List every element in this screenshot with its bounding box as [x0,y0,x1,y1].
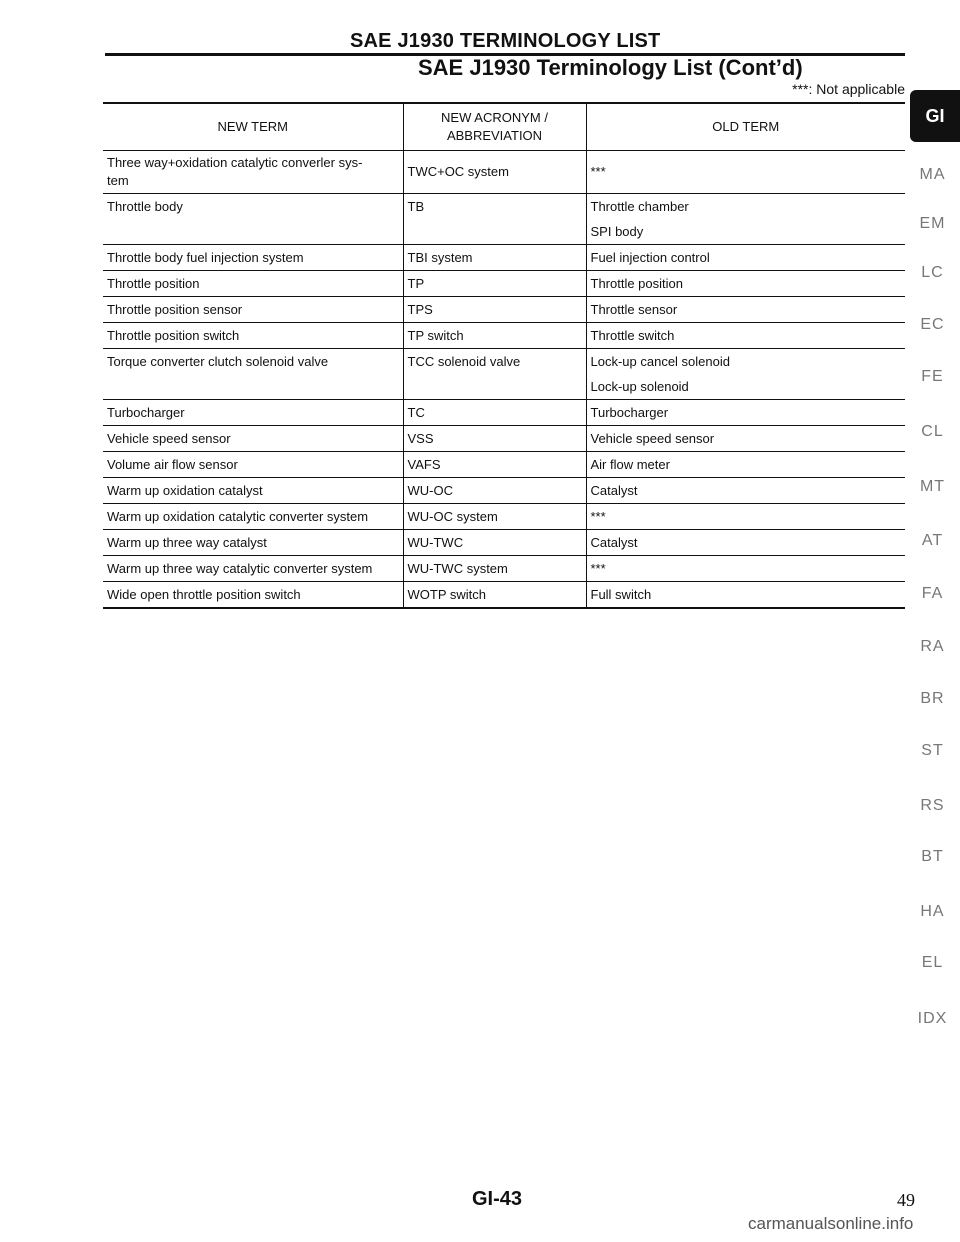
side-index-item[interactable]: RS [920,797,945,814]
page-subtitle: SAE J1930 Terminology List (Cont’d) [418,55,803,80]
acronym-cell: VSS [403,426,586,452]
old-term-cell: *** [586,151,905,194]
old-term-line: Throttle chamber [590,199,689,214]
table-row [103,349,905,400]
table-row [103,151,905,194]
table-row [103,426,905,452]
section-tab-gi[interactable]: GI [910,90,960,142]
old-term-line: Lock-up cancel solenoid [590,354,730,369]
header-acronym-line1: NEW ACRONYM / [441,110,548,125]
page-number: 49 [897,1190,915,1210]
table-row [103,556,905,582]
header-acronym-line2: ABBREVIATION [446,128,543,143]
side-index-item[interactable]: BT [921,848,944,865]
side-index-item[interactable]: EC [920,316,945,333]
table-row [103,530,905,556]
new-term-cell: Torque converter clutch solenoid valve [103,349,403,400]
old-term-cell [586,349,905,400]
acronym-cell: TPS [403,297,586,323]
old-term-cell: Throttle sensor [586,297,905,323]
side-index-item[interactable]: AT [921,532,944,549]
new-term-cell: Throttle position switch [103,323,403,349]
new-term-cell: Turbocharger [103,400,403,426]
header-old-term: OLD TERM [586,103,905,151]
not-applicable-note: ***: Not applicable [792,81,905,97]
new-term-cell: Throttle position sensor [103,297,403,323]
table-row [103,400,905,426]
side-index-item[interactable]: HA [920,903,945,920]
page-code: GI-43 [472,1188,523,1210]
acronym-cell: TBI system [403,245,586,271]
new-term-cell: Warm up three way catalytic converter system [103,556,403,582]
side-index-item[interactable]: FA [921,585,944,602]
watermark-text: carmanualsonline.info [748,1214,914,1233]
new-term-cell: Warm up oxidation catalytic converter system [103,504,403,530]
table-row [103,194,905,245]
side-index-item[interactable]: EM [919,215,946,232]
old-term-cell: Catalyst [586,530,905,556]
old-term-cell: Air flow meter [586,452,905,478]
new-term-line1: Three way+oxidation catalytic converler sys- [107,155,363,170]
old-term-cell: Throttle switch [586,323,905,349]
acronym-cell: TC [403,400,586,426]
old-term-cell [586,194,905,245]
side-index-item[interactable]: EL [921,954,944,971]
acronym-cell: TP switch [403,323,586,349]
new-term-cell [103,151,403,194]
header-new-acronym [403,103,586,151]
acronym-cell: WU-OC [403,478,586,504]
new-term-cell: Throttle body [103,194,403,245]
side-index-item[interactable]: MT [919,478,946,495]
acronym-cell: WU-OC system [403,504,586,530]
new-term-cell: Warm up three way catalyst [103,530,403,556]
terminology-table [103,102,905,609]
table-row [103,323,905,349]
old-term-cell: *** [586,504,905,530]
old-term-cell: Turbocharger [586,400,905,426]
old-term-cell: *** [586,556,905,582]
old-term-line: SPI body [590,224,644,239]
new-term-cell: Wide open throttle position switch [103,582,403,609]
old-term-cell: Vehicle speed sensor [586,426,905,452]
acronym-cell: VAFS [403,452,586,478]
table-row [103,297,905,323]
old-term-cell: Fuel injection control [586,245,905,271]
side-index-item[interactable]: FE [921,368,944,385]
new-term-cell: Volume air flow sensor [103,452,403,478]
side-index-item[interactable]: BR [920,690,945,707]
acronym-cell: WOTP switch [403,582,586,609]
acronym-cell: TCC solenoid valve [403,349,586,400]
old-term-line: Lock-up solenoid [590,379,689,394]
side-index-item[interactable]: LC [921,264,944,281]
side-index-item[interactable]: MA [919,166,946,183]
new-term-line2: tem [107,173,129,188]
table-row [103,582,905,609]
table-row [103,504,905,530]
acronym-cell: TWC+OC system [403,151,586,194]
old-term-cell: Full switch [586,582,905,609]
acronym-cell: WU-TWC [403,530,586,556]
acronym-cell: TB [403,194,586,245]
header-new-term: NEW TERM [103,103,403,151]
new-term-cell: Warm up oxidation catalyst [103,478,403,504]
side-index-item[interactable]: CL [921,423,944,440]
page-title: SAE J1930 TERMINOLOGY LIST [350,30,661,52]
table-row [103,452,905,478]
acronym-cell: TP [403,271,586,297]
new-term-cell: Throttle position [103,271,403,297]
old-term-cell: Throttle position [586,271,905,297]
table-row [103,271,905,297]
table-header-row [103,103,905,151]
old-term-cell: Catalyst [586,478,905,504]
new-term-cell: Vehicle speed sensor [103,426,403,452]
table-row [103,478,905,504]
new-term-cell: Throttle body fuel injection system [103,245,403,271]
side-index-item[interactable]: ST [921,742,944,759]
side-index-item[interactable]: IDX [917,1010,948,1027]
side-index-item[interactable]: RA [920,638,945,655]
acronym-cell: WU-TWC system [403,556,586,582]
table-row [103,245,905,271]
